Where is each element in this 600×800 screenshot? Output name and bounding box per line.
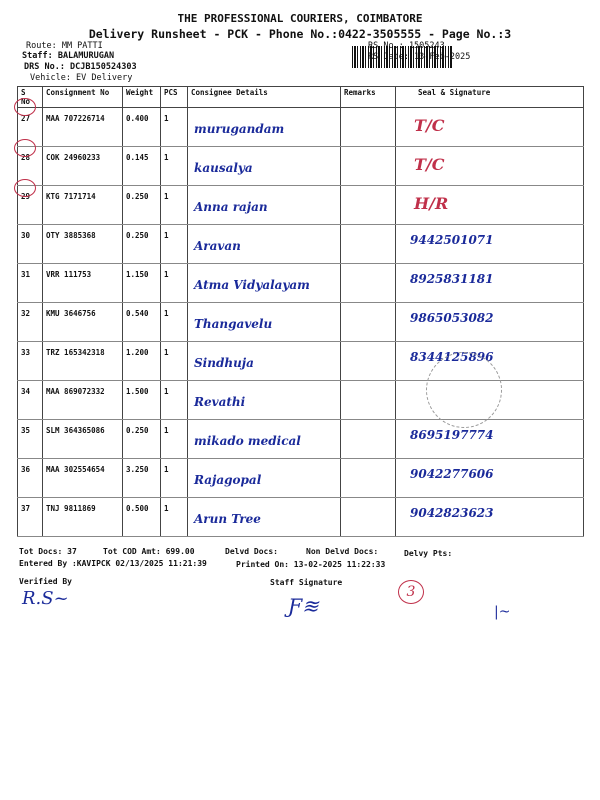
row-pcs: 1	[161, 225, 188, 264]
page-mark: 3	[398, 580, 424, 604]
table-row	[18, 264, 584, 303]
row-remarks	[341, 381, 396, 420]
route: Route: MM PATTI	[26, 41, 103, 51]
vehicle: Vehicle: EV Delivery	[30, 73, 133, 83]
col-sno: S No	[18, 87, 43, 108]
row-weight: 0.540	[123, 303, 161, 342]
circle-mark-28	[14, 139, 36, 157]
col-consignee: Consignee Details	[188, 87, 341, 108]
row-remarks	[341, 303, 396, 342]
seal-signature-handwriting: T/C	[414, 116, 445, 135]
row-consignee-cell	[188, 381, 341, 420]
row-weight: 0.145	[123, 147, 161, 186]
printed-on: Printed On: 13-02-2025 11:22:33	[236, 560, 386, 569]
row-consignment-no: OTY 3885368	[43, 225, 123, 264]
row-weight: 1.200	[123, 342, 161, 381]
row-consignee-cell	[188, 303, 341, 342]
row-consignee-cell	[188, 420, 341, 459]
row-remarks	[341, 420, 396, 459]
row-pcs: 1	[161, 498, 188, 537]
staff-signature-icon: Ƒ≋	[288, 594, 319, 618]
row-sno: 30	[18, 225, 43, 264]
seal-signature-handwriting: 9865053082	[410, 311, 494, 325]
row-sno: 32	[18, 303, 43, 342]
verifier-signature-icon: R.S~	[22, 588, 69, 609]
row-pcs: 1	[161, 342, 188, 381]
row-remarks	[341, 186, 396, 225]
row-remarks	[341, 225, 396, 264]
row-remarks	[341, 498, 396, 537]
row-pcs: 1	[161, 108, 188, 147]
col-remarks: Remarks	[341, 87, 396, 108]
seal-signature-handwriting: 8925831181	[410, 272, 494, 286]
row-seal-cell	[396, 498, 584, 537]
circle-mark-27	[14, 98, 36, 116]
delivered-docs: Delvd Docs:	[225, 547, 278, 556]
row-seal-cell	[396, 108, 584, 147]
row-weight: 3.250	[123, 459, 161, 498]
consignee-handwriting: Rajagopal	[194, 473, 262, 487]
row-pcs: 1	[161, 264, 188, 303]
rs-date: RS Date: 13-Feb-2025	[368, 52, 471, 62]
row-consignment-no: COK 24960233	[43, 147, 123, 186]
row-consignment-no: TNJ 9811869	[43, 498, 123, 537]
row-weight: 0.400	[123, 108, 161, 147]
row-consignee-cell	[188, 147, 341, 186]
row-sno: 27	[18, 108, 43, 147]
row-sno: 29	[18, 186, 43, 225]
consignee-handwriting: kausalya	[194, 161, 253, 175]
consignee-handwriting: Sindhuja	[194, 356, 254, 370]
row-weight: 0.250	[123, 420, 161, 459]
row-remarks	[341, 147, 396, 186]
table-row	[18, 225, 584, 264]
table-row	[18, 147, 584, 186]
table-row	[18, 498, 584, 537]
row-sno: 28	[18, 147, 43, 186]
seal-signature-handwriting: T/C	[414, 155, 445, 174]
row-remarks	[341, 459, 396, 498]
staff: Staff: BALAMURUGAN	[22, 51, 115, 61]
row-sno: 31	[18, 264, 43, 303]
row-sno: 37	[18, 498, 43, 537]
consignee-handwriting: Atma Vidyalayam	[194, 278, 310, 292]
drs-number: DRS No.: DCJB150524303	[24, 62, 137, 72]
non-delivered-docs: Non Delvd Docs:	[306, 547, 379, 556]
total-cod: Tot COD Amt: 699.00	[103, 547, 195, 556]
table-row	[18, 303, 584, 342]
col-seal-signature: Seal & Signature	[396, 87, 584, 108]
row-consignment-no: KTG 7171714	[43, 186, 123, 225]
consignee-handwriting: murugandam	[194, 122, 285, 136]
row-consignee-cell	[188, 264, 341, 303]
consignee-handwriting: Revathi	[194, 395, 246, 409]
row-weight: 1.500	[123, 381, 161, 420]
consignee-handwriting: Arun Tree	[194, 512, 261, 526]
row-consignment-no: MAA 302554654	[43, 459, 123, 498]
col-weight: Weight	[123, 87, 161, 108]
row-weight: 0.250	[123, 225, 161, 264]
row-consignee-cell	[188, 459, 341, 498]
total-docs: Tot Docs: 37	[19, 547, 77, 556]
table-row	[18, 420, 584, 459]
row-weight: 0.250	[123, 186, 161, 225]
seal-signature-handwriting: 9042277606	[410, 467, 494, 481]
runsheet-subtitle: Delivery Runsheet - PCK - Phone No.:0422-3505555 - Page No.:3	[88, 27, 512, 41]
row-sno: 34	[18, 381, 43, 420]
seal-signature-handwriting: 8695197774	[410, 428, 494, 442]
seal-signature-handwriting: 9442501071	[410, 233, 494, 247]
row-weight: 1.150	[123, 264, 161, 303]
rs-number: RS No.: 1505243	[368, 41, 445, 51]
row-consignment-no: VRR 111753	[43, 264, 123, 303]
row-consignment-no: MAA 707226714	[43, 108, 123, 147]
circle-mark-29	[14, 179, 36, 197]
row-remarks	[341, 342, 396, 381]
row-weight: 0.500	[123, 498, 161, 537]
row-pcs: 1	[161, 186, 188, 225]
row-seal-cell	[396, 225, 584, 264]
table-row	[18, 186, 584, 225]
seal-signature-handwriting: 8344125896	[410, 350, 494, 364]
col-pcs: PCS	[161, 87, 188, 108]
company-name: THE PROFESSIONAL COURIERS, COIMBATORE	[177, 12, 423, 25]
row-pcs: 1	[161, 147, 188, 186]
seal-signature-handwriting: H/R	[414, 194, 449, 213]
row-seal-cell	[396, 186, 584, 225]
consignee-handwriting: Aravan	[194, 239, 241, 253]
row-seal-cell	[396, 420, 584, 459]
delivery-points: Delvy Pts:	[404, 549, 453, 558]
seal-stamp-icon	[426, 352, 502, 428]
row-sno: 33	[18, 342, 43, 381]
consignee-handwriting: Anna rajan	[194, 200, 268, 214]
row-pcs: 1	[161, 381, 188, 420]
row-consignee-cell	[188, 342, 341, 381]
row-consignment-no: SLM 364365086	[43, 420, 123, 459]
corner-scribble-icon: |~	[494, 604, 511, 620]
row-sno: 35	[18, 420, 43, 459]
row-remarks	[341, 108, 396, 147]
row-pcs: 1	[161, 459, 188, 498]
table-header-row	[18, 87, 584, 108]
consignee-handwriting: mikado medical	[194, 434, 301, 448]
table-row	[18, 459, 584, 498]
col-consignment: Consignment No	[43, 87, 123, 108]
consignee-handwriting: Thangavelu	[194, 317, 273, 331]
row-pcs: 1	[161, 420, 188, 459]
row-seal-cell	[396, 303, 584, 342]
row-consignee-cell	[188, 186, 341, 225]
row-seal-cell	[396, 264, 584, 303]
row-consignment-no: MAA 869072332	[43, 381, 123, 420]
seal-signature-handwriting: 9042823623	[410, 506, 494, 520]
row-consignee-cell	[188, 108, 341, 147]
row-pcs: 1	[161, 303, 188, 342]
row-consignee-cell	[188, 498, 341, 537]
row-consignment-no: TRZ 165342318	[43, 342, 123, 381]
row-seal-cell	[396, 459, 584, 498]
staff-signature: Staff Signature	[270, 578, 343, 587]
entered-by: Entered By :KAVIPCK 02/13/2025 11:21:39	[19, 559, 207, 568]
row-consignee-cell	[188, 225, 341, 264]
verified-by: Verified By	[19, 577, 72, 586]
row-consignment-no: KMU 3646756	[43, 303, 123, 342]
row-seal-cell	[396, 147, 584, 186]
table-row	[18, 108, 584, 147]
row-remarks	[341, 264, 396, 303]
row-sno: 36	[18, 459, 43, 498]
runsheet-table	[17, 86, 584, 537]
